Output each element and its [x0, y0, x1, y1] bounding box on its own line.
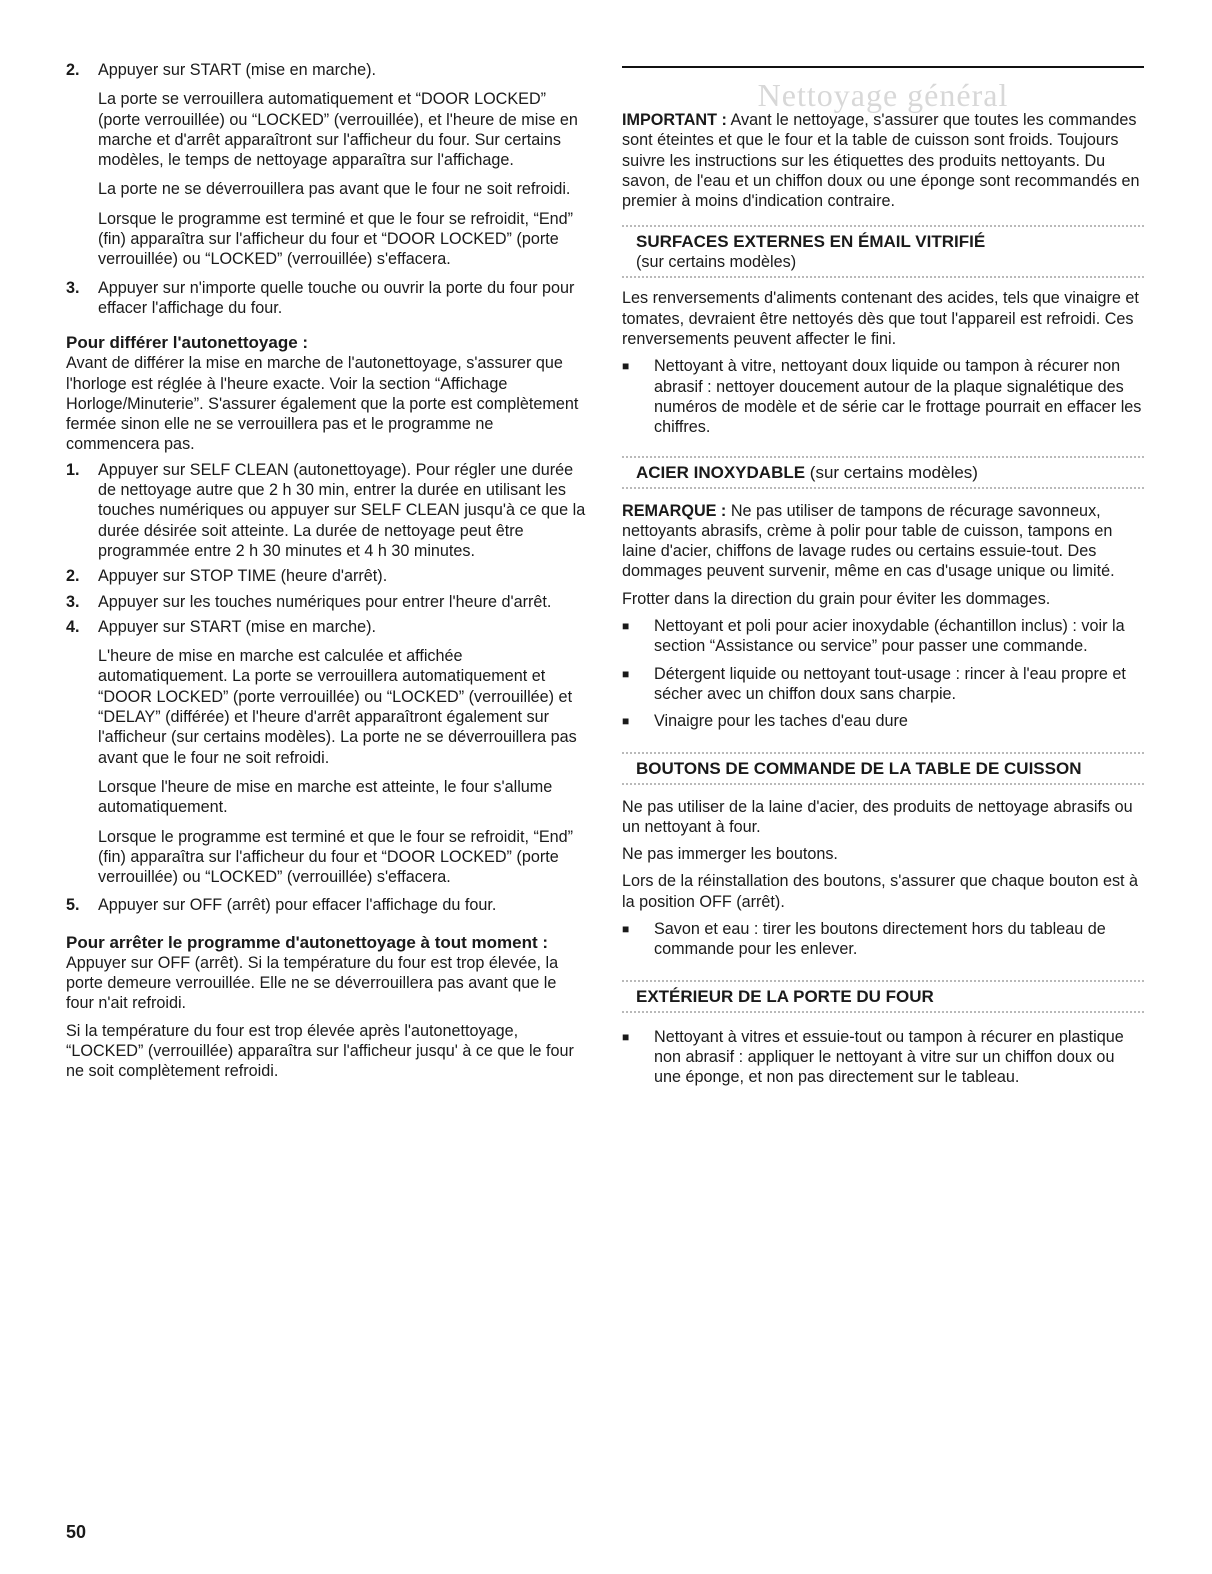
delay-step-4	[66, 617, 586, 637]
bullet-square-icon: ■	[622, 922, 630, 937]
delay-step-2	[66, 566, 586, 586]
step-number: 2.	[66, 567, 80, 586]
bullet-square-icon: ■	[622, 359, 630, 374]
important-text: Avant le nettoyage, s'assurer que toutes les commandes sont éteintes et que le four et la table de cuisson sont froids. Toujours suivre les instructions sur les étiquettes des produits nettoyants. Du savon, de l'eau et un chiffon doux ou une éponge sont recommandés en premier à moins d'indication contraire.	[622, 111, 1140, 211]
email-subheading: (sur certains modèles)	[636, 253, 797, 272]
door-heading: EXTÉRIEUR DE LA PORTE DU FOUR	[636, 986, 934, 1006]
steel-section-header	[622, 458, 1144, 487]
paragraph: Si la température du four est trop élevée après l'autonettoyage, “LOCKED” (verrouillée) apparaîtra sur l'afficheur jusqu' à ce que le four ne soit complètement refroidi.	[66, 1021, 574, 1081]
delay-intro: Avant de différer la mise en marche de l'autonettoyage, s'assurer que l'horloge est réglée à l'heure exacte. Voir la section “Affichage Horloge/Minuterie”. S'assurer également que la porte est complètement fermée sinon elle ne se verrouillera pas et le programme ne commencera pas.	[66, 354, 579, 454]
step-number: 3.	[66, 592, 80, 611]
step-number: 3.	[66, 278, 80, 297]
paragraph: La porte ne se déverrouillera pas avant que le four ne soit refroidi.	[98, 180, 571, 199]
paragraph: Lors de la réinstallation des boutons, s'assurer que chaque bouton est à la position OFF (arrêt).	[622, 872, 1139, 911]
email-section-header	[622, 227, 1144, 276]
dotted-rule	[622, 487, 1144, 489]
step-text: Appuyer sur STOP TIME (heure d'arrêt).	[98, 567, 388, 586]
paragraph: Lorsque le programme est terminé et que le four se refroidit, “End” (fin) apparaîtra sur l'afficheur du four et “DOOR LOCKED” (porte verrouillée) ou “LOCKED” (verrouillée) s'effacera.	[98, 209, 574, 269]
paragraph: La porte se verrouillera automatiquement et “DOOR LOCKED” (porte verrouillée) ou “LOCKED” (verrouillée), et l'heure de mise en marche et d'arrêt apparaîtront sur l'afficheur du four. Sur certains modèles, le temps de nettoyage apparaîtra sur l'affichage.	[98, 90, 578, 170]
step-text: Appuyer sur les touches numériques pour entrer l'heure d'arrêt.	[98, 592, 552, 611]
top-rule	[622, 66, 1144, 68]
step-number: 2.	[66, 61, 80, 79]
list-item	[622, 664, 1144, 705]
remark-note	[622, 501, 1144, 582]
list-item	[622, 1027, 1144, 1088]
door-section-header	[622, 982, 1144, 1011]
bullet-text: Vinaigre pour les taches d'eau dure	[654, 712, 908, 731]
bullet-square-icon: ■	[622, 619, 630, 634]
important-note	[622, 110, 1144, 211]
knobs-section-header	[622, 754, 1144, 783]
remark-label: REMARQUE :	[622, 501, 727, 520]
step-text: Appuyer sur START (mise en marche).	[98, 61, 376, 79]
delay-step-3	[66, 592, 586, 612]
step-text: Appuyer sur OFF (arrêt) pour effacer l'affichage du four.	[98, 896, 497, 915]
step-number: 5.	[66, 896, 80, 915]
dotted-rule	[622, 276, 1144, 278]
bullet-text: Détergent liquide ou nettoyant tout-usage : rincer à l'eau propre et sécher avec un chiffon doux sans charpie.	[654, 664, 1126, 703]
bullet-square-icon: ■	[622, 714, 630, 729]
knobs-heading: BOUTONS DE COMMANDE DE LA TABLE DE CUISSON	[636, 758, 1082, 778]
left-column	[66, 60, 586, 1081]
steel-heading	[636, 462, 1130, 483]
section-title: Nettoyage général	[757, 77, 1009, 113]
step-text: Appuyer sur START (mise en marche).	[98, 617, 376, 636]
delay-heading: Pour différer l'autonettoyage :	[66, 333, 309, 353]
email-heading: SURFACES EXTERNES EN ÉMAIL VITRIFIÉ	[636, 232, 986, 252]
step-number: 1.	[66, 460, 80, 479]
paragraph: Les renversements d'aliments contenant des acides, tels que vinaigre et tomates, devraient être nettoyés dès que tout l'appareil est refroidi. Ces renversements peuvent affecter le fini.	[622, 289, 1139, 349]
paragraph: L'heure de mise en marche est calculée et affichée automatiquement. La porte se verrouillera automatiquement et “DOOR LOCKED” (porte verrouillée) ou “LOCKED” (verrouillée) et “DELAY” (différée) et l'heure d'arrêt apparaîtront également sur l'afficheur (sur certains modèles). La porte ne se déverrouillera pas avant que le four ne soit refroidi.	[98, 647, 577, 767]
list-item	[622, 711, 1144, 731]
right-column	[622, 60, 1144, 1088]
dotted-rule	[622, 1011, 1144, 1013]
steel-heading-bold: ACIER INOXYDABLE	[636, 462, 806, 482]
step-text: Appuyer sur n'importe quelle touche ou ouvrir la porte du four pour effacer l'affichage du four.	[98, 278, 575, 317]
paragraph: Lorsque le programme est terminé et que le four se refroidit, “End” (fin) apparaîtra sur l'afficheur du four et “DOOR LOCKED” (porte verrouillée) ou “LOCKED” (verrouillée) s'effacera.	[98, 827, 574, 887]
delay-step-5	[66, 895, 586, 915]
list-item	[622, 356, 1144, 437]
important-label: IMPORTANT :	[622, 111, 727, 129]
page-number: 50	[66, 1522, 87, 1542]
list-item	[622, 616, 1144, 657]
step-number: 4.	[66, 617, 80, 636]
paragraph: Ne pas utiliser de la laine d'acier, des produits de nettoyage abrasifs ou un nettoyant à four.	[622, 797, 1133, 836]
bullet-text: Nettoyant et poli pour acier inoxydable (échantillon inclus) : voir la section “Assistance ou service” pour passer une commande.	[654, 617, 1125, 656]
bullet-square-icon: ■	[622, 1029, 630, 1044]
remark-text: Ne pas utiliser de tampons de récurage savonneux, nettoyants abrasifs, crème à polir pour table de cuisson, tampons en laine d'acier, chiffons de lavage rudes ou certains essuie-tout. Des dommages peuvent survenir, même en cas d'usage unique ou limité.	[622, 501, 1115, 581]
step-2	[66, 60, 586, 80]
delay-step-1	[66, 460, 586, 561]
paragraph: Ne pas immerger les boutons.	[622, 845, 838, 864]
step-text: Appuyer sur SELF CLEAN (autonettoyage). Pour régler une durée de nettoyage autre que 2 h 30 min, entrer la durée en utilisant les touches numériques ou appuyer sur SELF CLEAN jusqu'à ce que la durée désirée soit atteinte. La durée de nettoyage peut être programmée entre 2 h 30 minutes et 4 h 30 minutes.	[98, 460, 586, 560]
bullet-text: Nettoyant à vitre, nettoyant doux liquide ou tampon à récurer non abrasif : nettoyer doucement autour de la plaque signalétique des numéros de modèle et de série car le frottage pourrait en effacer les chiffres.	[654, 357, 1142, 437]
bullet-square-icon: ■	[622, 666, 630, 681]
stop-heading: Pour arrêter le programme d'autonettoyage à tout moment :	[66, 932, 549, 952]
bullet-text: Nettoyant à vitres et essuie-tout ou tampon à récurer en plastique non abrasif : appliquer le nettoyant à vitre sur un chiffon doux ou une éponge, et non pas directement sur le tableau.	[654, 1027, 1124, 1087]
bullet-text: Savon et eau : tirer les boutons directement hors du tableau de commande pour les enlever.	[654, 920, 1106, 959]
paragraph: Lorsque l'heure de mise en marche est atteinte, le four s'allume automatiquement.	[98, 777, 553, 817]
steel-heading-suffix: (sur certains modèles)	[805, 462, 978, 482]
list-item	[622, 919, 1144, 960]
paragraph: Appuyer sur OFF (arrêt). Si la température du four est trop élevée, la porte demeure verrouillée. Elle ne se déverrouillera pas avant que le four n'ait refroidi.	[66, 953, 559, 1013]
step-3	[66, 278, 586, 319]
dotted-rule	[622, 783, 1144, 785]
paragraph: Frotter dans la direction du grain pour éviter les dommages.	[622, 589, 1051, 608]
